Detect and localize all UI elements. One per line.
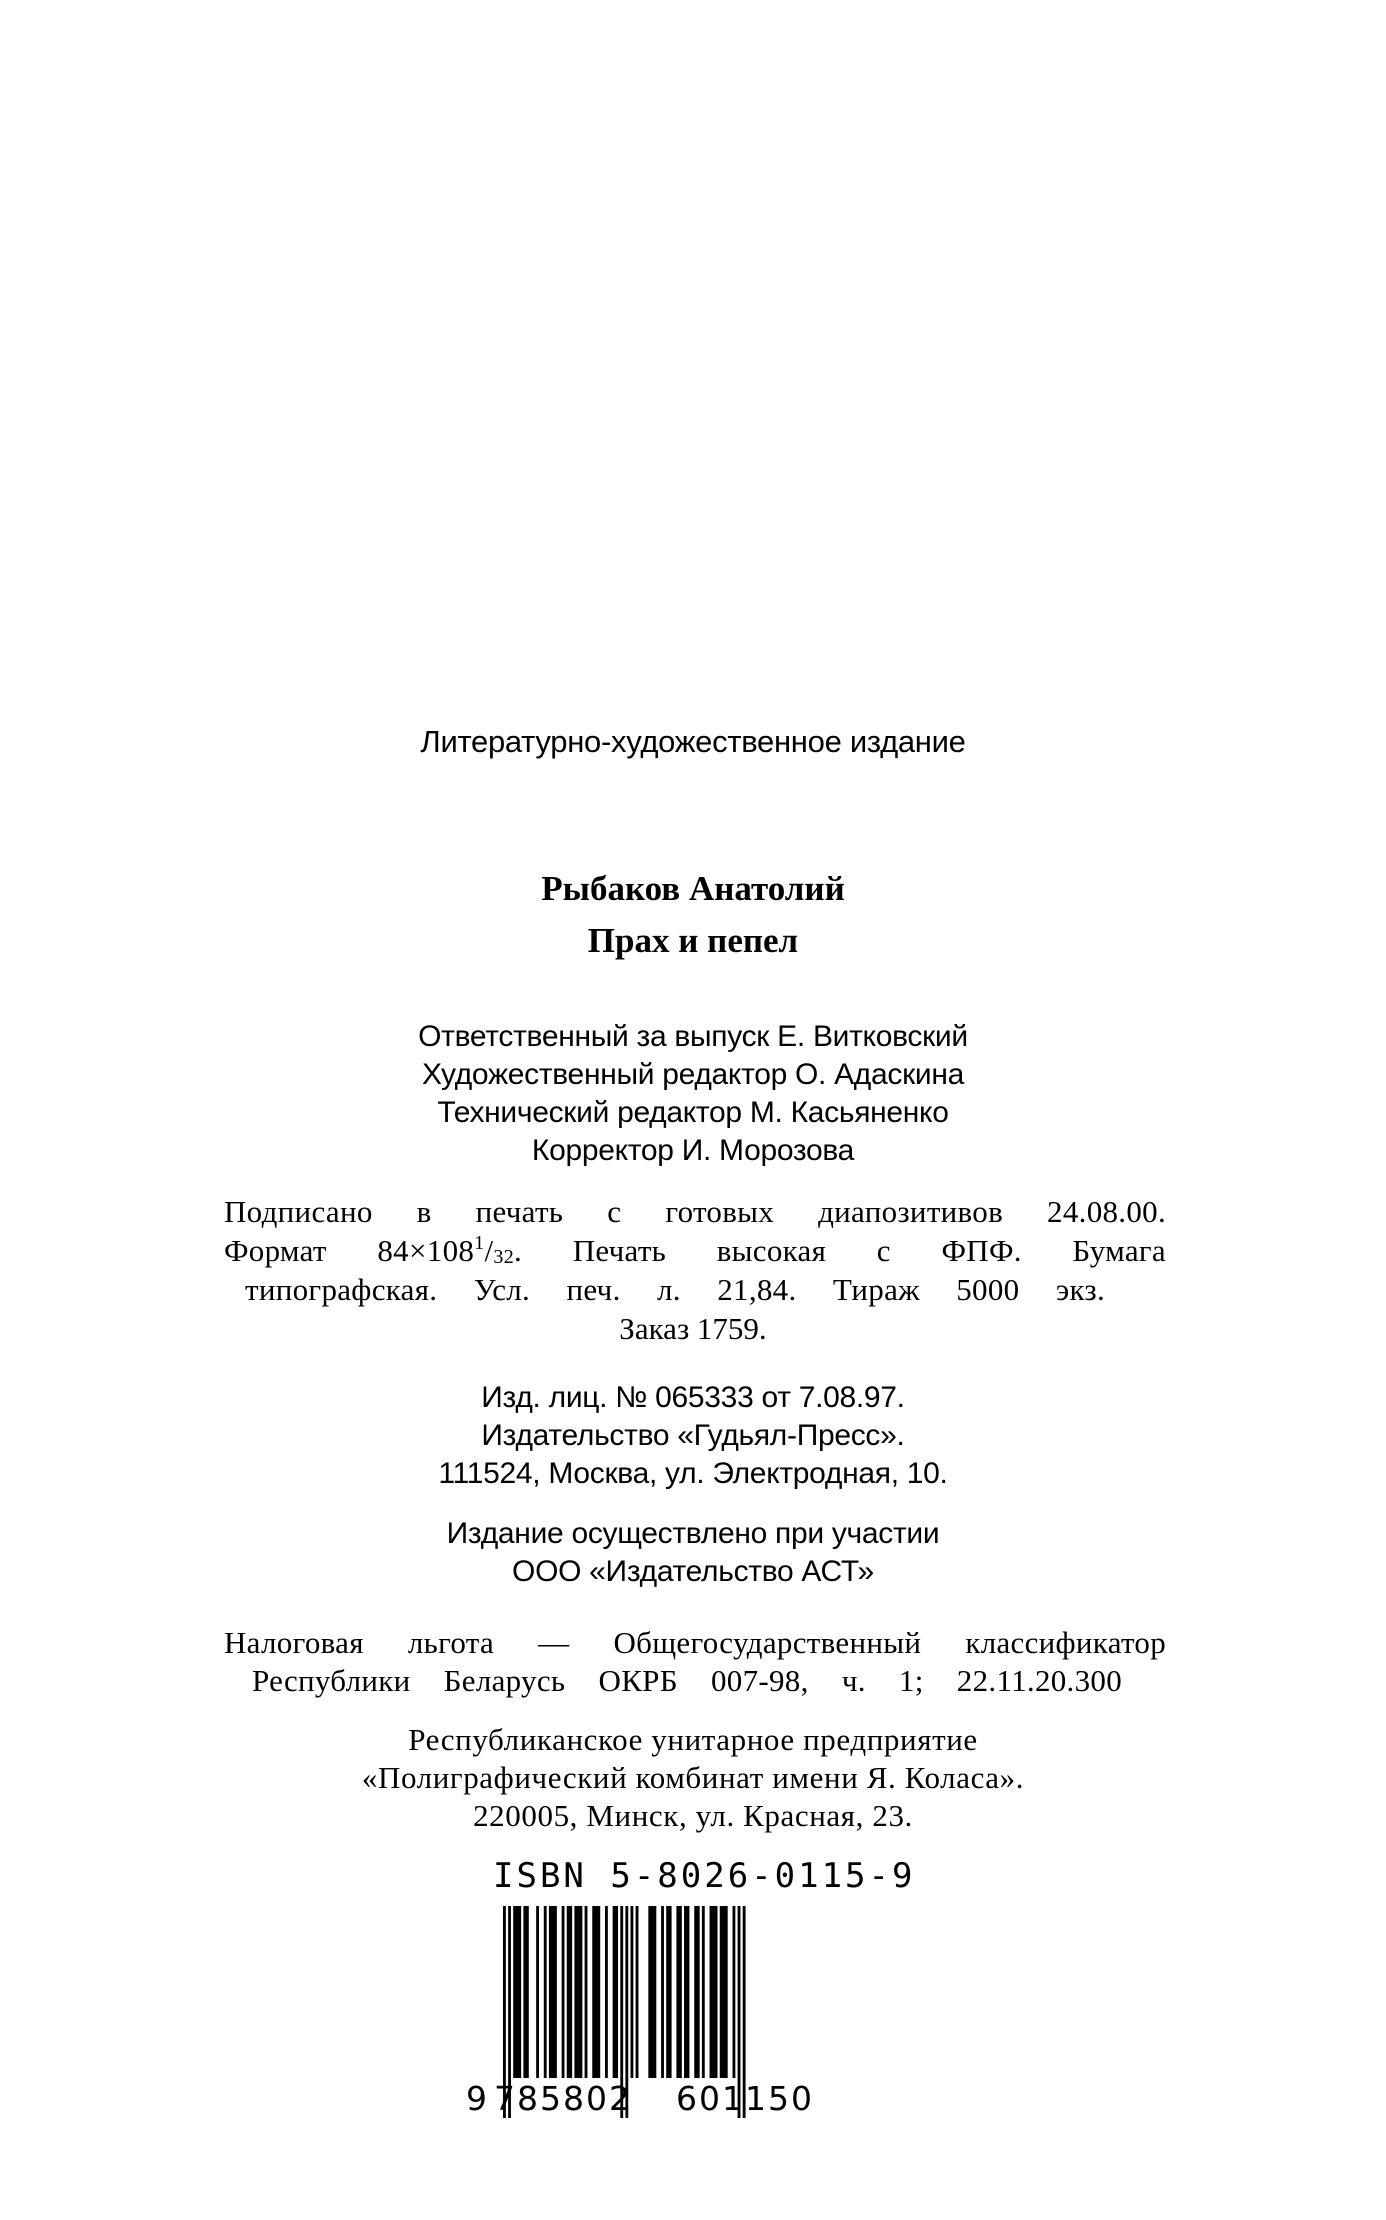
barcode-bar (605, 1906, 608, 2078)
staff-line-4: Корректор И. Морозова (531, 1134, 855, 1167)
barcode-bar (513, 1906, 516, 2078)
barcode-bar (549, 1906, 552, 2078)
format-number: 108 (426, 1233, 475, 1268)
barcode-bar (631, 1906, 634, 2078)
publisher-line-1: Изд. лиц. № 065333 от 7.08.97. (481, 1381, 905, 1414)
barcode-bar (636, 1906, 639, 2078)
barcode-bar (720, 1906, 723, 2078)
print-info-line-1: Подписано в печать с готовых диапозитивов 24.08.00. (224, 1194, 1166, 1229)
format-prefix: Формат 84 (224, 1233, 409, 1268)
barcode-bar (684, 1906, 687, 2078)
barcode-bar (595, 1906, 598, 2078)
printer-line-3: 220005, Минск, ул. Красная, 23. (473, 1798, 913, 1833)
format-times: × (408, 1233, 427, 1268)
print-info-line-2 (224, 1232, 1166, 1268)
staff-line-3: Технический редактор М. Касьяненко (437, 1096, 949, 1129)
format-sup: 1 (474, 1232, 485, 1254)
barcode-bar (526, 1906, 529, 2078)
barcode-bar (648, 1906, 651, 2078)
barcode-bar (669, 1906, 672, 2078)
publisher-line-3: 111524, Москва, ул. Электродная, 10. (438, 1457, 948, 1490)
barcode-bar (712, 1906, 715, 2078)
barcode-bar (666, 1906, 669, 2078)
barcode-bar (661, 1906, 664, 2078)
barcode-bar (710, 1906, 713, 2078)
barcode-bar (516, 1906, 519, 2078)
barcode-bar (577, 1906, 580, 2078)
barcode-bar (569, 1906, 572, 2078)
barcode-bar (518, 1906, 521, 2078)
print-info-line-4: Заказ 1759. (619, 1311, 767, 1346)
barcode-bar (562, 1906, 565, 2078)
barcode-bar (687, 1906, 690, 2078)
barcode-bar (523, 1906, 526, 2078)
barcode-group-2: 601150 (676, 2079, 814, 2118)
publisher-line-2: Издательство «Гудьял-Пресс». (481, 1419, 905, 1452)
barcode-bar (694, 1906, 697, 2078)
participation-line-1: Издание осуществлено при участии (446, 1517, 940, 1550)
barcode-first-digit: 9 (466, 2079, 487, 2118)
tax-line-1: Налоговая льгота — Общегосударственный классификатор (224, 1625, 1166, 1660)
author-name: Рыбаков Анатолий (541, 869, 845, 908)
barcode-bar (544, 1906, 547, 2078)
barcode-bar (580, 1906, 583, 2078)
barcode-bar (597, 1906, 600, 2078)
staff-line-1: Ответственный за выпуск Е. Витковский (418, 1020, 968, 1053)
barcode-bar (567, 1906, 570, 2078)
format-sub: 32 (493, 1246, 515, 1268)
edition-type: Литературно-художественное издание (420, 724, 966, 759)
isbn-label: ISBN 5-8026-0115-9 (493, 1856, 916, 1896)
barcode-bar (651, 1906, 654, 2078)
format-slash: / (484, 1233, 494, 1268)
barcode-bar (733, 1906, 736, 2078)
barcode-bar (679, 1906, 682, 2078)
book-title: Прах и пепел (587, 921, 799, 960)
barcode-bar (676, 1906, 679, 2078)
barcode-bar (722, 1906, 725, 2078)
barcode-group-1: 785802 (494, 2079, 632, 2118)
barcode-bar (615, 1906, 618, 2078)
barcode-bar (551, 1906, 554, 2078)
participation-line-2: ООО «Издательство АСТ» (512, 1555, 874, 1588)
barcode-bar (702, 1906, 705, 2078)
barcode-bar (697, 1906, 700, 2078)
staff-line-2: Художественный редактор О. Адаскина (421, 1058, 965, 1091)
barcode-bar (613, 1906, 616, 2078)
barcode-bar (715, 1906, 718, 2078)
format-suffix: . Печать высокая с ФПФ. Бумага (514, 1233, 1166, 1268)
barcode-bar (653, 1906, 656, 2078)
printer-line-2: «Полиграфический комбинат имени Я. Коласа». (361, 1760, 1025, 1795)
printer-line-1: Республиканское унитарное предприятие (408, 1722, 978, 1757)
print-info-line-3: типографская. Усл. печ. л. 21,84. Тираж 5000 экз. (245, 1272, 1105, 1307)
barcode-bar (725, 1906, 728, 2078)
barcode-bar (585, 1906, 588, 2078)
barcode-bar (574, 1906, 577, 2078)
barcode-bar (536, 1906, 539, 2078)
barcode-bar (592, 1906, 595, 2078)
tax-line-2: Республики Беларусь ОКРБ 007-98, ч. 1; 22.11.20.300 (252, 1663, 1122, 1698)
barcode-bar (554, 1906, 557, 2078)
